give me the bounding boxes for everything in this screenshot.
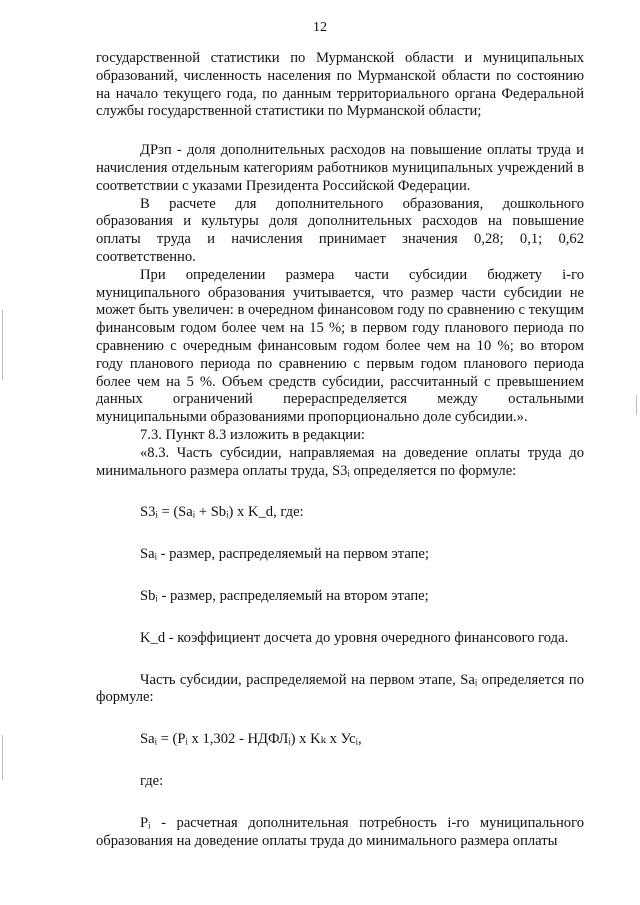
paragraph-calc-values: В расчете для дополнительного образования, дошкольного образования и культуры доля дополнительных расходов на повышение оплаты труда и начисления принимает значения 0,28; 0,1; 0,62 соответственно. [96,195,584,265]
definition-sa: Saᵢ - размер, распределяемый на первом этапе; [140,546,429,563]
page-number: 12 [313,20,327,35]
definition-sb: Sbᵢ - размер, распределяемый на втором этапе; [140,587,429,604]
formula-s3: S3ᵢ = (Saᵢ + Sbᵢ) x K_d, где: [140,504,304,521]
label-where: где: [140,772,164,789]
paragraph-point-8-3: «8.3. Часть субсидии, направляемая на доведение оплаты труда до минимального размера оплаты труда, S3ᵢ определяется по формуле: [96,444,584,479]
paragraph-drzp: ДРзп - доля дополнительных расходов на повышение оплаты труда и начисления отдельным категориям работников муниципальных учреждений в соответствии с указами Президента Российской Федерации. [96,142,584,194]
paragraph-pi: Pᵢ - расчетная дополнительная потребность i-го муниципального образования на доведение оплаты труда до минимального размера оплаты [96,814,584,849]
definition-kd: K_d - коэффициент досчета до уровня очередного финансового года. [140,629,569,646]
scan-edge-left-lower [2,735,3,780]
scan-edge-left [2,310,3,380]
paragraph-point-7-3: 7.3. Пункт 8.3 изложить в редакции: [140,426,365,443]
paragraph-subsidy-limits: При определении размера части субсидии бюджету i-го муниципального образования учитывается, что размер части субсидии не может быть увеличен: в очередном финансовом году по сравнению с текущим финансовым годом более чем на 15 %; в первом году планового периода по сравнению с очередным финансовым годом более чем на 10 %; во втором году планового периода по сравнению с первым годом планового периода более чем на 5 %. Объем средств субсидии, рассчитанный с превышением данных ограничений перераспределяется между остальными муниципальными образованиями пропорционально доле субсидии.». [96,266,584,426]
paragraph-first-stage: Часть субсидии, распределяемой на первом этапе, Saᵢ определяется по формуле: [96,671,584,706]
document-body [96,50,584,850]
scan-edge-right [636,395,637,415]
paragraph-statistics: государственной статистики по Мурманской области и муниципальных образований, численность населения по Мурманской области по состоянию на начало текущего года, по данным территориального органа Федеральной службы государственной статистики по Мурманской области; [96,50,584,120]
formula-sa: Saᵢ = (Pᵢ x 1,302 - НДФЛᵢ) x Kₖ x Усᵢ, [140,731,362,748]
